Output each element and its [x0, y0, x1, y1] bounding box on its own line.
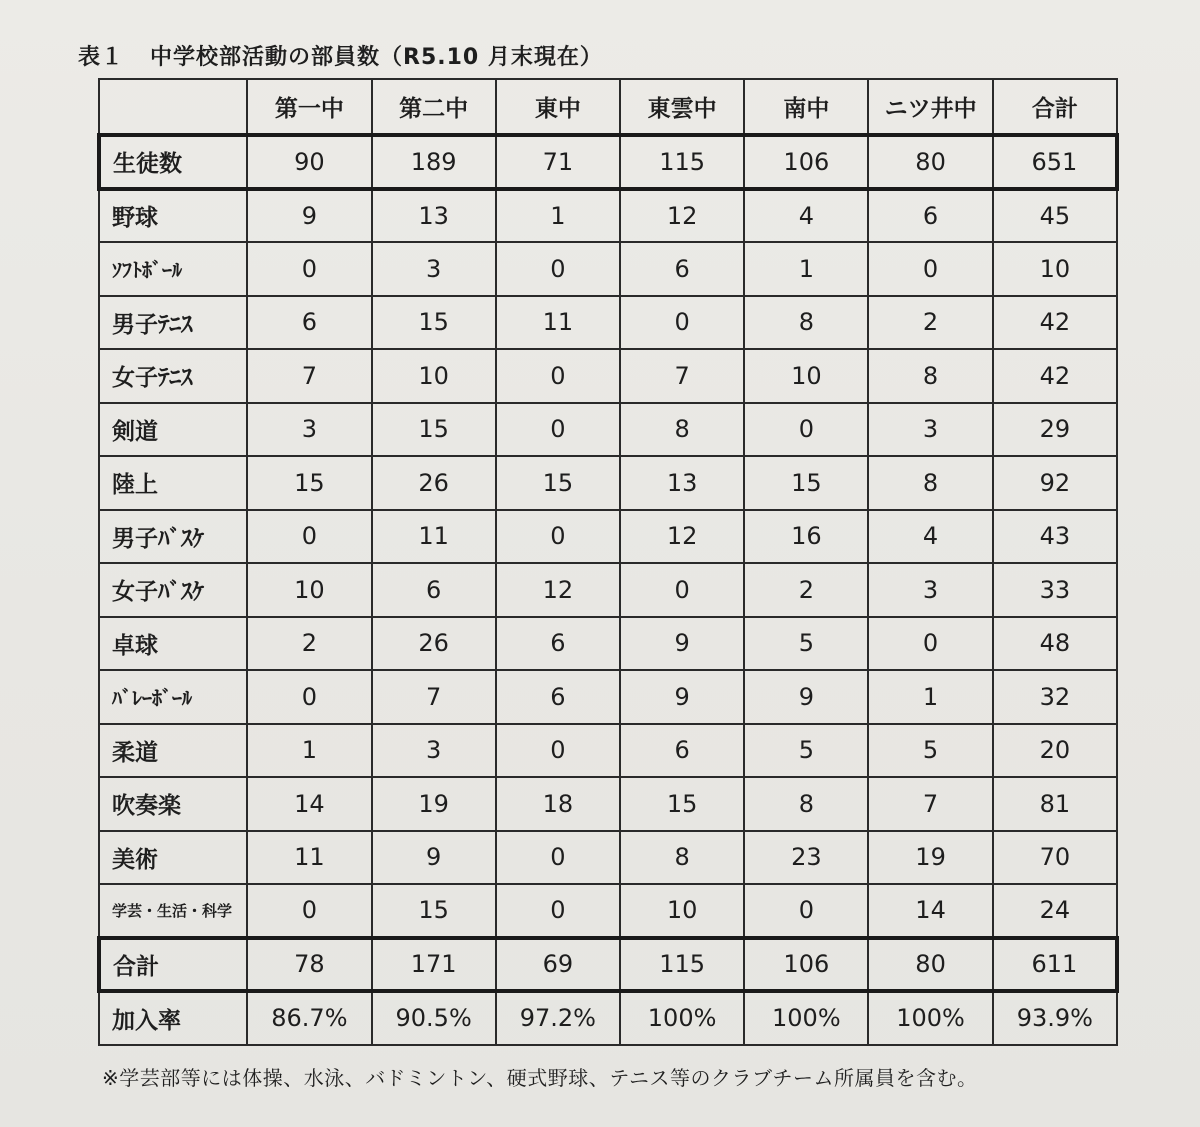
club-row	[99, 884, 1117, 938]
club-row	[99, 296, 1117, 350]
header-school: 第一中	[247, 79, 371, 135]
table-cell: 611	[993, 938, 1117, 992]
table-cell: 10	[744, 349, 868, 403]
table-cell: 80	[868, 135, 992, 189]
table-cell: 0	[744, 884, 868, 938]
table-cell: 6	[620, 724, 744, 778]
table-cell: 10	[620, 884, 744, 938]
table-cell: 20	[993, 724, 1117, 778]
table-cell: 70	[993, 831, 1117, 885]
table-number: 表１	[78, 45, 125, 70]
row-label: 卓球	[99, 617, 247, 671]
table-cell: 14	[868, 884, 992, 938]
table-title: 中学校部活動の部員数（R5.10 月末現在）	[150, 45, 603, 70]
table-cell: 651	[993, 135, 1117, 189]
table-cell: 8	[620, 403, 744, 457]
table-cell: 12	[496, 563, 620, 617]
row-label: 合計	[99, 938, 247, 992]
row-label: 吹奏楽	[99, 777, 247, 831]
table-cell: 19	[868, 831, 992, 885]
table-cell: 9	[372, 831, 496, 885]
table-cell: 171	[372, 938, 496, 992]
table-cell: 29	[993, 403, 1117, 457]
row-label: 女子ﾃﾆｽ	[99, 349, 247, 403]
row-label: 男子ﾃﾆｽ	[99, 296, 247, 350]
row-label: 加入率	[99, 991, 247, 1045]
table-cell: 78	[247, 938, 371, 992]
table-cell: 0	[496, 242, 620, 296]
table-cell: 8	[868, 349, 992, 403]
total-row	[99, 938, 1117, 992]
participation-rate-row	[99, 991, 1117, 1045]
club-row	[99, 777, 1117, 831]
table-cell: 71	[496, 135, 620, 189]
row-label: 男子ﾊﾞｽｹ	[99, 510, 247, 564]
table-cell: 48	[993, 617, 1117, 671]
table-cell: 92	[993, 456, 1117, 510]
table-cell: 1	[496, 189, 620, 243]
table-cell: 7	[247, 349, 371, 403]
row-label: 美術	[99, 831, 247, 885]
table-cell: 100%	[868, 991, 992, 1045]
table-cell: 9	[620, 617, 744, 671]
table-cell: 2	[868, 296, 992, 350]
table-cell: 6	[247, 296, 371, 350]
table-cell: 0	[247, 670, 371, 724]
table-cell: 8	[744, 777, 868, 831]
table-cell: 100%	[620, 991, 744, 1045]
row-label: 剣道	[99, 403, 247, 457]
header-school: 東雲中	[620, 79, 744, 135]
table-cell: 6	[496, 617, 620, 671]
club-members-table	[97, 78, 1119, 1046]
table-cell: 0	[496, 510, 620, 564]
table-cell: 0	[868, 617, 992, 671]
table-cell: 0	[496, 724, 620, 778]
table-cell: 10	[247, 563, 371, 617]
table-cell: 9	[744, 670, 868, 724]
table-cell: 0	[496, 349, 620, 403]
table-cell: 6	[868, 189, 992, 243]
students-row	[99, 135, 1117, 189]
table-cell: 4	[744, 189, 868, 243]
row-label: 陸上	[99, 456, 247, 510]
club-row	[99, 724, 1117, 778]
table-cell: 5	[744, 724, 868, 778]
club-row	[99, 617, 1117, 671]
table-cell: 93.9%	[993, 991, 1117, 1045]
table-cell: 115	[620, 135, 744, 189]
table-cell: 5	[744, 617, 868, 671]
table-cell: 12	[620, 189, 744, 243]
table-cell: 2	[247, 617, 371, 671]
table-cell: 189	[372, 135, 496, 189]
table-cell: 0	[247, 884, 371, 938]
table-cell: 86.7%	[247, 991, 371, 1045]
row-label: 野球	[99, 189, 247, 243]
table-cell: 5	[868, 724, 992, 778]
table-cell: 11	[496, 296, 620, 350]
table-cell: 42	[993, 349, 1117, 403]
header-school: ニツ井中	[868, 79, 992, 135]
table-cell: 43	[993, 510, 1117, 564]
header-school: 第二中	[372, 79, 496, 135]
table-cell: 8	[744, 296, 868, 350]
table-cell: 106	[744, 938, 868, 992]
row-label: 生徒数	[99, 135, 247, 189]
table-cell: 6	[372, 563, 496, 617]
table-cell: 16	[744, 510, 868, 564]
table-cell: 1	[247, 724, 371, 778]
table-cell: 80	[868, 938, 992, 992]
table-cell: 90.5%	[372, 991, 496, 1045]
table-cell: 23	[744, 831, 868, 885]
table-cell: 0	[496, 403, 620, 457]
table-cell: 2	[744, 563, 868, 617]
table-caption	[78, 40, 603, 71]
club-row	[99, 670, 1117, 724]
table-cell: 7	[868, 777, 992, 831]
table-cell: 24	[993, 884, 1117, 938]
club-row	[99, 403, 1117, 457]
table-cell: 11	[372, 510, 496, 564]
table-cell: 1	[868, 670, 992, 724]
row-label: 柔道	[99, 724, 247, 778]
table-cell: 15	[247, 456, 371, 510]
table-cell: 3	[247, 403, 371, 457]
table-cell: 69	[496, 938, 620, 992]
table-cell: 32	[993, 670, 1117, 724]
table-cell: 15	[496, 456, 620, 510]
table-cell: 0	[496, 831, 620, 885]
table-cell: 45	[993, 189, 1117, 243]
table-cell: 0	[496, 884, 620, 938]
table-cell: 4	[868, 510, 992, 564]
table-cell: 8	[620, 831, 744, 885]
table-cell: 100%	[744, 991, 868, 1045]
table-cell: 115	[620, 938, 744, 992]
table-cell: 0	[247, 242, 371, 296]
club-row	[99, 563, 1117, 617]
table-cell: 7	[372, 670, 496, 724]
table-cell: 1	[744, 242, 868, 296]
table-cell: 3	[868, 403, 992, 457]
club-row	[99, 349, 1117, 403]
table-cell: 106	[744, 135, 868, 189]
table-cell: 0	[620, 296, 744, 350]
table-cell: 15	[372, 296, 496, 350]
table-cell: 9	[620, 670, 744, 724]
club-row	[99, 831, 1117, 885]
club-row	[99, 456, 1117, 510]
header-school: 東中	[496, 79, 620, 135]
table-cell: 13	[620, 456, 744, 510]
table-cell: 15	[372, 403, 496, 457]
header-school: 南中	[744, 79, 868, 135]
table-cell: 13	[372, 189, 496, 243]
table-cell: 15	[620, 777, 744, 831]
table-cell: 7	[620, 349, 744, 403]
footnote: ※学芸部等には体操、水泳、バドミントン、硬式野球、テニス等のクラブチーム所属員を含む。	[102, 1066, 978, 1090]
table-cell: 26	[372, 456, 496, 510]
header-row	[99, 79, 1117, 135]
club-row	[99, 510, 1117, 564]
table-cell: 6	[496, 670, 620, 724]
table-cell: 15	[744, 456, 868, 510]
header-total: 合計	[993, 79, 1117, 135]
row-label: 女子ﾊﾞｽｹ	[99, 563, 247, 617]
table-cell: 26	[372, 617, 496, 671]
table-cell: 8	[868, 456, 992, 510]
table-cell: 0	[620, 563, 744, 617]
table-cell: 33	[993, 563, 1117, 617]
table-cell: 42	[993, 296, 1117, 350]
row-label: ｿﾌﾄﾎﾞｰﾙ	[99, 242, 247, 296]
row-label: ﾊﾞﾚｰﾎﾞｰﾙ	[99, 670, 247, 724]
row-label: 学芸・生活・科学	[99, 884, 247, 938]
table-cell: 0	[868, 242, 992, 296]
table-cell: 90	[247, 135, 371, 189]
table-cell: 10	[372, 349, 496, 403]
table-cell: 9	[247, 189, 371, 243]
table-cell: 3	[372, 242, 496, 296]
table-cell: 18	[496, 777, 620, 831]
table-cell: 0	[744, 403, 868, 457]
table-cell: 81	[993, 777, 1117, 831]
table-cell: 19	[372, 777, 496, 831]
table-cell: 15	[372, 884, 496, 938]
club-row	[99, 242, 1117, 296]
table-cell: 3	[372, 724, 496, 778]
table-cell: 12	[620, 510, 744, 564]
table-cell: 14	[247, 777, 371, 831]
table-cell: 0	[247, 510, 371, 564]
header-corner	[99, 79, 247, 135]
table-cell: 11	[247, 831, 371, 885]
table-cell: 10	[993, 242, 1117, 296]
table-cell: 3	[868, 563, 992, 617]
club-row	[99, 189, 1117, 243]
table-cell: 97.2%	[496, 991, 620, 1045]
table-cell: 6	[620, 242, 744, 296]
